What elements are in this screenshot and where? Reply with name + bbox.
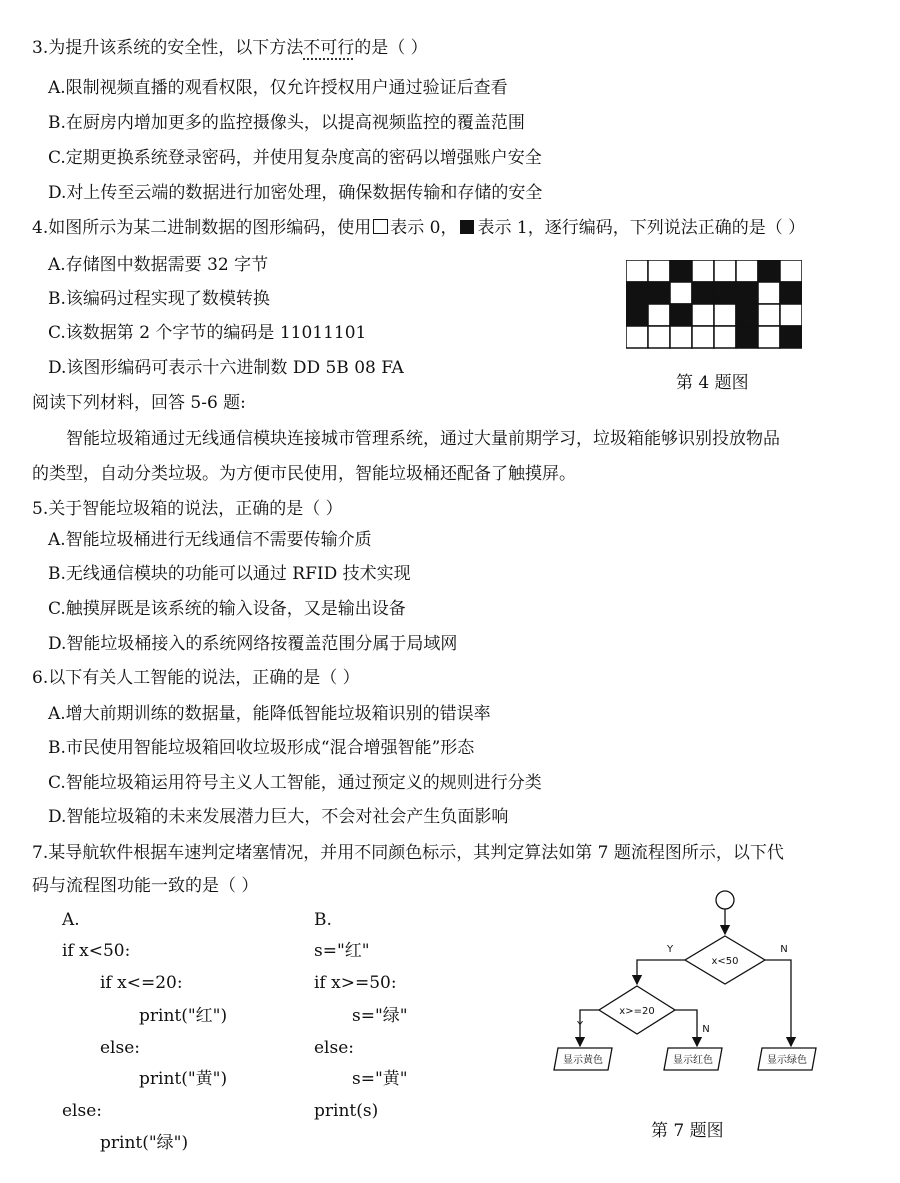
grid-cell-black <box>736 282 758 304</box>
q5-option-d: D.智能垃圾桶接入的系统网络按覆盖范围分属于局域网 <box>48 634 458 654</box>
grid-cell-white <box>626 260 648 282</box>
code-b-line: s="黄" <box>352 1069 408 1089</box>
code-a-line: print("绿") <box>100 1133 189 1153</box>
code-a-line: else: <box>100 1038 141 1058</box>
flow-arrow-yes-1 <box>637 960 685 984</box>
grid-cell-white <box>758 282 780 304</box>
grid-cell-black <box>736 326 758 348</box>
grid-cell-white <box>692 260 714 282</box>
code-a-line: print("红") <box>139 1006 228 1026</box>
q3-stem-emphasis <box>303 38 354 58</box>
q3-emphasis-text: 不可行 <box>303 38 355 58</box>
code-b-label: B. <box>314 910 332 930</box>
code-a-line: if x<50: <box>62 941 131 961</box>
grid-cell-white <box>648 326 670 348</box>
q4-option-d: D.该图形编码可表示十六进制数 DD 5B 08 FA <box>48 358 404 378</box>
q4-option-c: C.该数据第 2 个字节的编码是 11011101 <box>48 323 367 343</box>
q7-stem-line1: 7.某导航软件根据车速判定堵塞情况，并用不同颜色标示，其判定算法如第 7 题流程图所示，以下代 <box>32 843 784 863</box>
grid-cell-white <box>648 304 670 326</box>
flow-yes-label-2: Y <box>576 1020 584 1031</box>
code-a-label: A. <box>62 910 80 930</box>
q3-stem-part1: 3.为提升该系统的安全性，以下方法 <box>32 38 304 58</box>
grid-cell-white <box>780 304 802 326</box>
grid-cell-white <box>670 282 692 304</box>
q6-option-d: D.智能垃圾箱的未来发展潜力巨大，不会对社会产生负面影响 <box>48 807 509 827</box>
q5-option-c: C.触摸屏既是该系统的输入设备，又是输出设备 <box>48 599 406 619</box>
q5-stem: 5.关于智能垃圾箱的说法，正确的是（ ） <box>32 499 343 519</box>
flow-arrow-no-2 <box>675 1010 697 1046</box>
flow-arrow-no-1 <box>765 960 791 1046</box>
q4-figure-caption: 第 4 题图 <box>676 373 749 393</box>
code-b-line: print(s) <box>314 1101 379 1121</box>
flow-output-yellow-label: 显示黄色 <box>563 1055 603 1066</box>
q3-stem-part2: 的是（ ） <box>354 38 428 58</box>
grid-cell-black <box>736 304 758 326</box>
q6-option-b: B.市民使用智能垃圾箱回收垃圾形成“混合增强智能”形态 <box>48 738 475 758</box>
q3-option-c: C.定期更换系统登录密码，并使用复杂度高的密码以增强账户安全 <box>48 148 542 168</box>
q4-option-b: B.该编码过程实现了数模转换 <box>48 289 270 309</box>
code-b-line: if x>=50: <box>314 973 397 993</box>
grid-cell-white <box>758 326 780 348</box>
flow-no-label-1: N <box>780 944 788 955</box>
grid-cell-black <box>714 282 736 304</box>
code-a-line: if x<=20: <box>100 973 183 993</box>
q4-stem-part2: 表示 0， <box>390 218 458 238</box>
grid-cell-white <box>692 326 714 348</box>
grid-cell-white <box>714 304 736 326</box>
grid-cell-black <box>626 304 648 326</box>
q6-option-a: A.增大前期训练的数据量，能降低智能垃圾箱识别的错误率 <box>48 704 491 724</box>
grid-cell-black <box>780 326 802 348</box>
grid-cell-white <box>780 260 802 282</box>
code-b-line: s="红" <box>314 941 370 961</box>
grid-cell-black <box>780 282 802 304</box>
q7-figure-caption: 第 7 题图 <box>651 1121 724 1141</box>
flow-cond1-label: x<50 <box>711 956 739 967</box>
black-square-icon <box>460 220 474 234</box>
q4-stem-part3: 表示 1，逐行编码，下列说法正确的是（ ） <box>477 218 806 238</box>
grid-cell-white <box>648 260 670 282</box>
q6-stem: 6.以下有关人工智能的说法，正确的是（ ） <box>32 668 360 688</box>
flow-no-label-2: N <box>702 1024 710 1035</box>
reading-paragraph-line1: 智能垃圾箱通过无线通信模块连接城市管理系统，通过大量前期学习，垃圾箱能够识别投放物品 <box>66 429 780 449</box>
reading-intro: 阅读下列材料，回答 5-6 题: <box>32 393 246 413</box>
grid-cell-black <box>670 304 692 326</box>
code-b-line: s="绿" <box>352 1006 408 1026</box>
q3-stem <box>32 36 428 60</box>
q3-option-a: A.限制视频直播的观看权限，仅允许授权用户通过验证后查看 <box>48 78 508 98</box>
flowchart-figure <box>550 886 850 1096</box>
grid-cell-white <box>670 326 692 348</box>
grid-cell-white <box>758 304 780 326</box>
flow-start-node <box>716 891 734 909</box>
white-square-icon <box>373 219 388 234</box>
flow-output-red-label: 显示红色 <box>673 1055 713 1066</box>
flow-cond2-label: x>=20 <box>619 1006 655 1017</box>
grid-cell-black <box>648 282 670 304</box>
grid-cell-white <box>714 326 736 348</box>
flow-yes-label-1: Y <box>666 944 674 955</box>
reading-paragraph-line2: 的类型，自动分类垃圾。为方便市民使用，智能垃圾桶还配备了触摸屏。 <box>32 464 576 484</box>
grid-cell-white <box>626 326 648 348</box>
grid-cell-black <box>692 282 714 304</box>
q4-stem-part1: 4.如图所示为某二进制数据的图形编码，使用 <box>32 218 372 238</box>
grid-cell-black <box>670 260 692 282</box>
q6-option-c: C.智能垃圾箱运用符号主义人工智能，通过预定义的规则进行分类 <box>48 773 542 793</box>
code-a-line: else: <box>62 1101 103 1121</box>
q5-option-b: B.无线通信模块的功能可以通过 RFID 技术实现 <box>48 564 411 584</box>
grid-cell-black <box>626 282 648 304</box>
q5-option-a: A.智能垃圾桶进行无线通信不需要传输介质 <box>48 530 372 550</box>
grid-cell-white <box>692 304 714 326</box>
grid-cell-white <box>714 260 736 282</box>
code-a-line: print("黄") <box>139 1069 228 1089</box>
q4-stem <box>32 216 805 240</box>
q7-stem-line2: 码与流程图功能一致的是（ ） <box>32 876 259 896</box>
grid-cell-white <box>736 260 758 282</box>
flow-output-green-label: 显示绿色 <box>767 1055 807 1066</box>
q3-option-d: D.对上传至云端的数据进行加密处理，确保数据传输和存储的安全 <box>48 183 543 203</box>
code-b-line: else: <box>314 1038 355 1058</box>
binary-grid-figure <box>626 260 802 354</box>
q4-option-a: A.存储图中数据需要 32 字节 <box>48 255 269 275</box>
grid-cell-black <box>758 260 780 282</box>
q3-option-b: B.在厨房内增加更多的监控摄像头，以提高视频监控的覆盖范围 <box>48 113 525 133</box>
